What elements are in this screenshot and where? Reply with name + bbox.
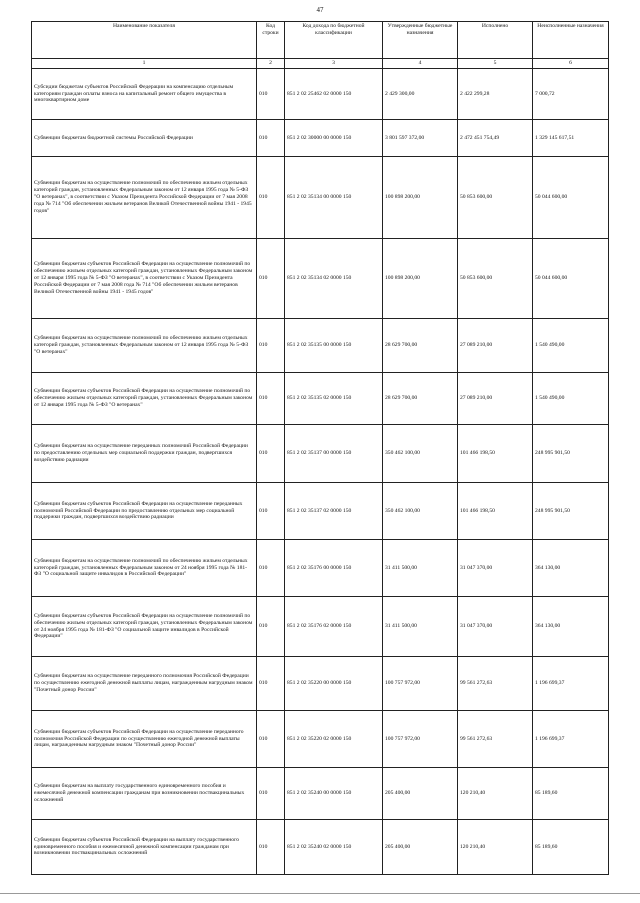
income-code: 851 2 02 35220 00 0000 150 — [285, 657, 383, 711]
line-code: 010 — [257, 319, 285, 373]
executed-amount: 2 422 299,28 — [458, 69, 533, 120]
indicator-name: Субвенции бюджетам субъектов Российской Федерации на осуществление полномочий по обеспечению жильем отдельных категорий граждан, установленных Федеральным законом от 12 января 1995 года № 5-ФЗ "О ветеранах", в соответствии с Указом Президента Российской Федерации от 7 мая 2008 года № 714 "Об обеспечении жильем ветеранов Великой Отечественной войны 1941 - 1945 годов" — [32, 239, 257, 319]
page-bottom-rule — [0, 893, 640, 894]
page-number: 47 — [316, 6, 324, 14]
executed-amount: 50 853 600,00 — [458, 239, 533, 319]
header-approved: Утвержденные бюджетные назначения — [383, 22, 458, 59]
indicator-name: Субвенции бюджетам на выплату государственного единовременного пособия и ежемесячной денежной компенсации гражданам при возникновении поствакцинальных осложнений — [32, 768, 257, 820]
approved-amount: 100 757 972,00 — [383, 657, 458, 711]
income-code: 851 2 02 35135 00 0000 150 — [285, 319, 383, 373]
table-row — [32, 820, 609, 875]
table-row — [32, 597, 609, 657]
executed-amount: 31 047 370,00 — [458, 597, 533, 657]
approved-amount: 100 898 200,00 — [383, 239, 458, 319]
executed-amount: 99 561 272,63 — [458, 657, 533, 711]
budget-execution-table — [31, 21, 609, 875]
unexecuted-amount: 1 196 699,37 — [533, 711, 609, 768]
executed-amount: 2 472 451 754,49 — [458, 120, 533, 157]
indicator-name: Субвенции бюджетам на осуществление переданного полномочия Российской Федерации по осуществлению ежегодной денежной выплаты лицам, награжденным нагрудным знаком "Почетный донор России" — [32, 657, 257, 711]
indicator-name: Субвенции бюджетам на осуществление переданных полномочий Российской Федерации по предоставлению отдельных мер социальной поддержки граждан, подвергшихся воздействию радиации — [32, 425, 257, 483]
approved-amount: 205 400,00 — [383, 820, 458, 875]
indicator-name: Субвенции бюджетам на осуществление полномочий по обеспечению жильем отдельных категорий граждан, установленных Федеральным законом от 24 ноября 1995 года № 181-ФЗ "О социальной защите инвалидов в Российской Федерации" — [32, 540, 257, 597]
line-code: 010 — [257, 540, 285, 597]
indicator-name: Субвенции бюджетам субъектов Российской Федерации на осуществление полномочий по обеспечению жильем отдельных категорий граждан, установленных Федеральным законом от 12 января 1995 года № 5-ФЗ "О ветеранах" — [32, 373, 257, 425]
table-row — [32, 239, 609, 319]
executed-amount: 101 466 198,50 — [458, 425, 533, 483]
approved-amount: 31 411 500,00 — [383, 540, 458, 597]
header-indicator-name: Наименование показателя — [32, 22, 257, 59]
line-code: 010 — [257, 483, 285, 540]
column-number: 1 — [32, 59, 257, 69]
unexecuted-amount: 1 196 699,37 — [533, 657, 609, 711]
executed-amount: 120 210,40 — [458, 820, 533, 875]
table-row — [32, 711, 609, 768]
line-code: 010 — [257, 120, 285, 157]
unexecuted-amount: 1 329 145 617,51 — [533, 120, 609, 157]
unexecuted-amount: 50 044 600,00 — [533, 157, 609, 239]
approved-amount: 350 462 100,00 — [383, 425, 458, 483]
unexecuted-amount: 248 995 901,50 — [533, 483, 609, 540]
executed-amount: 50 853 600,00 — [458, 157, 533, 239]
table-row — [32, 69, 609, 120]
income-code: 851 2 02 35176 00 0000 150 — [285, 540, 383, 597]
line-code: 010 — [257, 157, 285, 239]
executed-amount: 27 089 210,00 — [458, 373, 533, 425]
line-code: 010 — [257, 820, 285, 875]
approved-amount: 28 629 700,00 — [383, 319, 458, 373]
executed-amount: 31 047 370,00 — [458, 540, 533, 597]
approved-amount: 100 898 200,00 — [383, 157, 458, 239]
income-code: 851 2 02 35137 02 0000 150 — [285, 483, 383, 540]
income-code: 851 2 02 35137 00 0000 150 — [285, 425, 383, 483]
indicator-name: Субвенции бюджетам на осуществление полномочий по обеспечению жильем отдельных категорий граждан, установленных Федеральным законом от 12 января 1995 года № 5-ФЗ "О ветеранах" — [32, 319, 257, 373]
column-number: 3 — [285, 59, 383, 69]
executed-amount: 120 210,40 — [458, 768, 533, 820]
column-number: 2 — [257, 59, 285, 69]
approved-amount: 205 400,00 — [383, 768, 458, 820]
approved-amount: 2 429 300,00 — [383, 69, 458, 120]
table-row — [32, 657, 609, 711]
header-line-code: Код строки — [257, 22, 285, 59]
table-row — [32, 373, 609, 425]
table-row — [32, 425, 609, 483]
header-unexecuted: Неисполненные назначения — [533, 22, 609, 59]
indicator-name: Субвенции бюджетам на осуществление полномочий по обеспечению жильем отдельных категорий граждан, установленных Федеральным законом от 12 января 1995 года № 5-ФЗ "О ветеранах", в соответствии с Указом Президента Российской Федерации от 7 мая 2008 года № 714 "Об обеспечении жильем ветеранов Великой Отечественной войны 1941 - 1945 годов" — [32, 157, 257, 239]
line-code: 010 — [257, 239, 285, 319]
unexecuted-amount: 50 044 600,00 — [533, 239, 609, 319]
line-code: 010 — [257, 711, 285, 768]
unexecuted-amount: 1 540 490,00 — [533, 373, 609, 425]
unexecuted-amount: 7 000,72 — [533, 69, 609, 120]
approved-amount: 100 757 972,00 — [383, 711, 458, 768]
column-number-row — [32, 59, 609, 69]
header-income-code: Код дохода по бюджетной классификации — [285, 22, 383, 59]
income-code: 851 2 02 35240 02 0000 150 — [285, 820, 383, 875]
indicator-name: Субвенции бюджетам субъектов Российской Федерации на осуществление переданных полномочий Российской Федерации по предоставлению отдельных мер социальной поддержки граждан, подвергшихся воздействию радиации — [32, 483, 257, 540]
unexecuted-amount: 364 130,00 — [533, 597, 609, 657]
indicator-name: Субвенции бюджетам субъектов Российской Федерации на осуществление полномочий по обеспечению жильем отдельных категорий граждан, установленных Федеральным законом от 24 ноября 1995 года № 181-ФЗ "О социальной защите инвалидов в Российской Федерации" — [32, 597, 257, 657]
income-code: 851 2 02 35176 02 0000 150 — [285, 597, 383, 657]
line-code: 010 — [257, 69, 285, 120]
approved-amount: 28 629 700,00 — [383, 373, 458, 425]
line-code: 010 — [257, 768, 285, 820]
header-row — [32, 22, 609, 59]
header-executed: Исполнено — [458, 22, 533, 59]
approved-amount: 31 411 500,00 — [383, 597, 458, 657]
income-code: 851 2 02 35240 00 0000 150 — [285, 768, 383, 820]
indicator-name: Субсидии бюджетам субъектов Российской Федерации на компенсацию отдельным категориям граждан оплаты взноса на капитальный ремонт общего имущества в многоквартирном доме — [32, 69, 257, 120]
table-row — [32, 319, 609, 373]
column-number: 6 — [533, 59, 609, 69]
income-code: 851 2 02 35134 02 0000 150 — [285, 239, 383, 319]
income-code: 851 2 02 30000 00 0000 150 — [285, 120, 383, 157]
unexecuted-amount: 248 995 901,50 — [533, 425, 609, 483]
column-number: 4 — [383, 59, 458, 69]
approved-amount: 3 801 597 372,00 — [383, 120, 458, 157]
line-code: 010 — [257, 657, 285, 711]
unexecuted-amount: 1 540 490,00 — [533, 319, 609, 373]
line-code: 010 — [257, 597, 285, 657]
unexecuted-amount: 85 189,60 — [533, 820, 609, 875]
column-number: 5 — [458, 59, 533, 69]
line-code: 010 — [257, 425, 285, 483]
executed-amount: 27 089 210,00 — [458, 319, 533, 373]
table-row — [32, 157, 609, 239]
income-code: 851 2 02 35220 02 0000 150 — [285, 711, 383, 768]
executed-amount: 99 561 272,63 — [458, 711, 533, 768]
table-row — [32, 768, 609, 820]
table-row — [32, 483, 609, 540]
table-row — [32, 120, 609, 157]
income-code: 851 2 02 35135 02 0000 150 — [285, 373, 383, 425]
indicator-name: Субвенции бюджетам бюджетной системы Российской Федерации — [32, 120, 257, 157]
line-code: 010 — [257, 373, 285, 425]
executed-amount: 101 466 198,50 — [458, 483, 533, 540]
unexecuted-amount: 85 189,60 — [533, 768, 609, 820]
unexecuted-amount: 364 130,00 — [533, 540, 609, 597]
indicator-name: Субвенции бюджетам субъектов Российской Федерации на выплату государственного единовременного пособия и ежемесячной денежной компенсации гражданам при возникновении поствакцинальных осложнений — [32, 820, 257, 875]
table-row — [32, 540, 609, 597]
income-code: 851 2 02 35134 00 0000 150 — [285, 157, 383, 239]
indicator-name: Субвенции бюджетам субъектов Российской Федерации на осуществление переданного полномочия Российской Федерации по осуществлению ежегодной денежной выплаты лицам, награжденным нагрудным знаком "Почетный донор России" — [32, 711, 257, 768]
approved-amount: 350 462 100,00 — [383, 483, 458, 540]
income-code: 851 2 02 25462 02 0000 150 — [285, 69, 383, 120]
